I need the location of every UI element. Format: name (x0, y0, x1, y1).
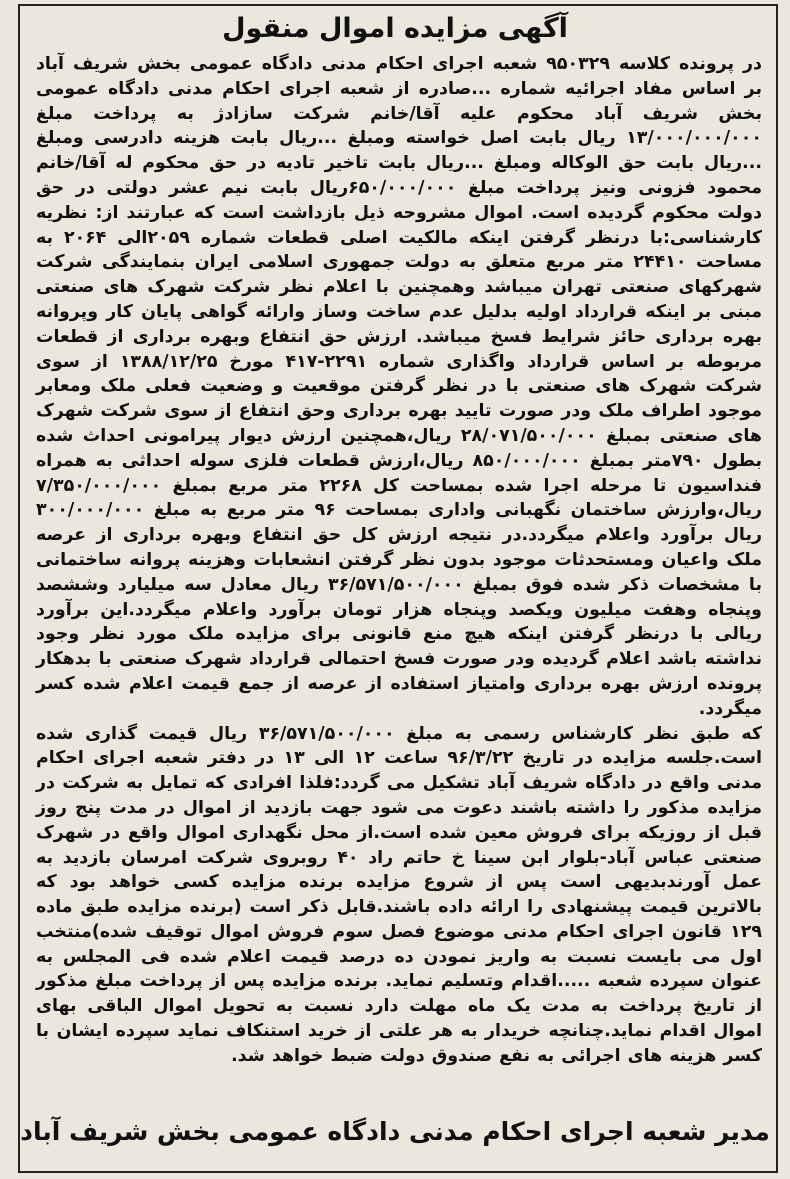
notice-title: آگهی مزایده اموال منقول (222, 13, 568, 44)
notice-body (36, 52, 762, 1069)
notice-signature: مدیر شعبه اجرای احکام مدنی دادگاه عمومی بخش شریف آباد (20, 1117, 770, 1146)
notice-paragraph-1: در پرونده کلاسه ۹۵۰۳۲۹ شعبه اجرای احکام مدنی دادگاه عمومی بخش شریف آباد بر اساس مفاد اجرائیه شماره ...صادره از شعبه اجرای احکام مدنی دادگاه عمومی بخش شریف آباد محکوم علیه آقا/خانم شرکت سازادژ به پرداخت مبلغ ۱۳/۰۰۰/۰۰۰/۰۰۰ ریال بابت اصل خواسته ومبلغ ...ریال بابت هزینه دادرسی ومبلغ ...ریال بابت حق الوکاله ومبلغ ...ریال بابت تاخیر تادیه در حق محکوم له آقا/خانم محمود فزونی ونیز پرداخت مبلغ ۶۵۰/۰۰۰/۰۰۰ریال بابت نیم عشر دولتی در حق دولت محکوم گردیده است. اموال مشروحه ذیل بازداشت است که عبارتند از: نظریه کارشناسی:با درنظر گرفتن اینکه مالکیت اصلی قطعات شماره ۲۰۵۹الی ۲۰۶۴ به مساحت ۲۴۴۱۰ متر مربع متعلق به دولت جمهوری اسلامی ایران بنمایندگی شرکت شهرکهای صنعتی تهران میباشد وهمچنین با اعلام نظر شرکت شهرک های صنعتی مبنی بر اینکه قرارداد اولیه بدلیل عدم ساخت وساز وارائه گواهی پایان کار وپروانه بهره برداری حائز شرایط فسخ میباشد. ارزش حق انتفاع وبهره برداری از قطعات مربوطه بر اساس قرارداد واگذاری شماره ۲۲۹۱-۴۱۷ مورخ ۱۳۸۸/۱۲/۲۵ از سوی شرکت شهرک های صنعتی با در نظر گرفتن موقعیت و وضعیت فعلی ملک ومعابر موجود اطراف ملک ودر صورت تایید بهره برداری وحق انتفاع از سوی شرکت شهرک های صنعتی بمبلغ ۲۸/۰۷۱/۵۰۰/۰۰۰ ریال،همچنین ارزش دیوار پیرامونی احداث شده بطول ۷۹۰متر بمبلغ ۸۵۰/۰۰۰/۰۰۰ ریال،ارزش قطعات فلزی سوله احداثی به همراه فنداسیون تا مرحله اجرا شده بمساحت کل ۲۲۶۸ متر مربع بمبلغ ۷/۳۵۰/۰۰۰/۰۰۰ ریال،وارزش ساختمان نگهبانی واداری بمساحت ۹۶ متر مربع به مبلغ ۳۰۰/۰۰۰/۰۰۰ ریال برآورد واعلام میگردد.در نتیجه ارزش کل حق انتفاع وبهره برداری از عرصه ملک واعیان ومستحدثات موجود بدون نظر گرفتن انشعابات وهزینه پروانه ساختمانی با مشخصات ذکر شده فوق بمبلغ ۳۶/۵۷۱/۵۰۰/۰۰۰ ریال معادل سه میلیارد وششصد وپنجاه وهفت میلیون ویکصد وپنجاه هزار تومان برآورد واعلام میگردد.این برآورد ریالی با درنظر گرفتن اینکه هیچ منع قانونی برای مزایده ملک مورد نظر وجود نداشته باشد اعلام گردیده ودر صورت فسخ احتمالی قرارداد شهرک صنعتی با بدهکار پرونده ارزش بهره برداری وامتیاز استفاده از عرصه از جمع قیمت اعلام شده کسر میگردد. (36, 54, 763, 719)
notice-paragraph-2: که طبق نظر کارشناس رسمی به مبلغ ۳۶/۵۷۱/۵۰۰/۰۰۰ ریال قیمت گذاری شده است.جلسه مزایده در تاریخ ۹۶/۳/۲۲ ساعت ۱۲ الی ۱۳ در دفتر شعبه اجرای احکام مدنی واقع در دادگاه شریف آباد تشکیل می گردد:فلذا افرادی که تمایل به شرکت در مزایده مذکور را داشته باشند دعوت می شود جهت بازدید از اموال در مدت پنج روز قبل از روزیکه برای فروش معین شده است.از محل نگهداری اموال واقع در شهرک صنعتی عباس آباد-بلوار ابن سینا خ حاتم راد ۴۰ روبروی شرکت امرسان بازدید به عمل آورندبدیهی است پس از شروع مزایده برنده مزایده کسی خواهد بود که بالاترین قیمت پیشنهادی را ارائه داده باشند.قابل ذکر است (برنده مزایده طبق ماده ۱۲۹ قانون اجرای احکام مدنی موضوع فصل سوم فروش اموال توقیف شده)منتخب اول می بایست نسبت به واریز نمودن ده درصد قیمت اعلام شده فی المجلس به عنوان سپرده شعبه .....اقدام وتسلیم نماید. برنده مزایده پس از پرداخت مبلغ مذکور از تاریخ پرداخت به مدت یک ماه مهلت دارد نسبت به تحویل اموال الباقی بهای اموال اقدام نماید.چنانچه خریدار به هر علتی از خرید استنکاف نماید سپرده ایشان با کسر هزینه های اجرائی به نفع صندوق دولت ضبط خواهد شد. (36, 723, 763, 1066)
